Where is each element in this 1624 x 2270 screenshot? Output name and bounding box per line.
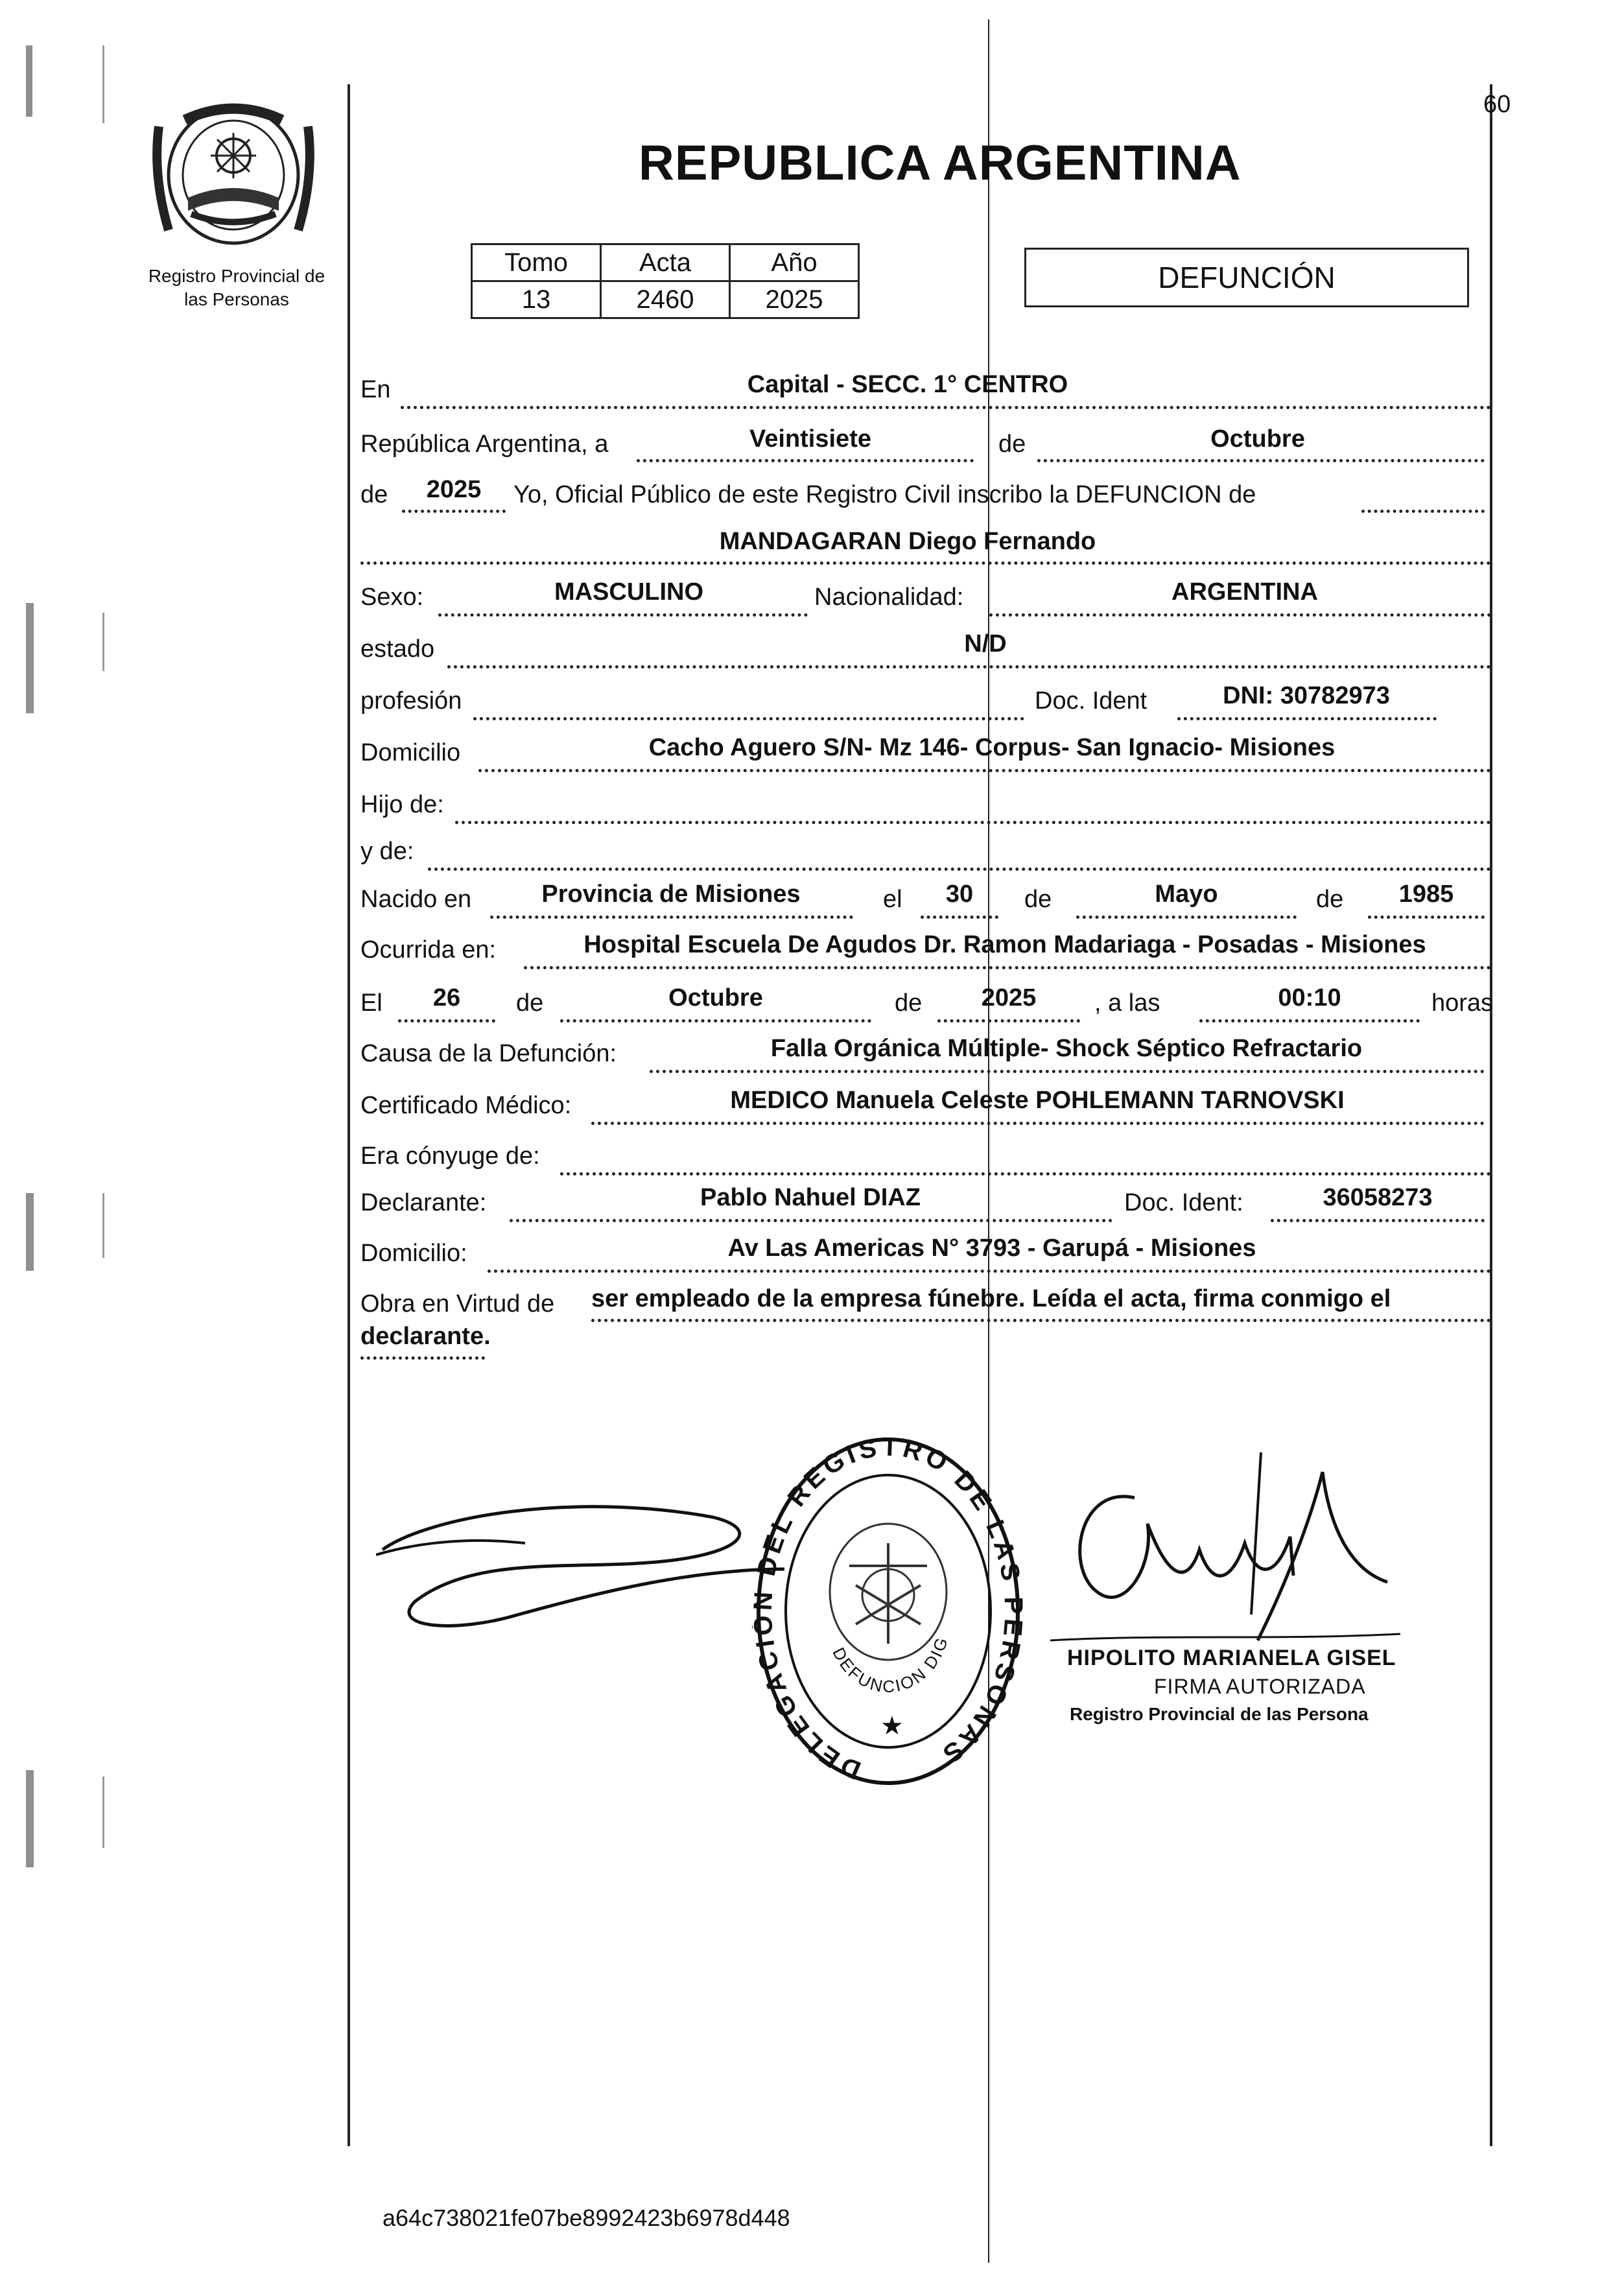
conyuge-label: Era cónyuge de: [360,1142,540,1170]
de6-label: de [895,989,923,1017]
declarante-value: Pablo Nahuel DIAZ [700,1184,921,1211]
day-words-value: Veintisiete [749,425,871,453]
birth-month-value: Mayo [1155,881,1218,908]
scan-mark [102,1777,104,1848]
death-month-value: Octubre [668,984,763,1011]
de-label: de [998,431,1026,458]
doc2-value: 36058273 [1323,1184,1433,1211]
dotted-line [560,1172,1491,1176]
alas-label: , a las [1094,989,1160,1017]
obra-label: Obra en Virtud de [360,1290,555,1318]
fold-line [988,19,989,2263]
certificado-value: MEDICO Manuela Celeste POHLEMANN TARNOVSKI [730,1087,1345,1114]
registry-value-acta: 2460 [601,281,730,318]
dotted-line [650,1070,1485,1073]
declarante-label: Declarante: [360,1189,487,1216]
signer-role: FIRMA AUTORIZADA [1154,1675,1366,1698]
registry-box [471,243,860,319]
page-number: 60 [1483,91,1511,118]
registry-label [126,265,347,311]
signer-organization: Registro Provincial de las Persona [1070,1704,1369,1724]
dotted-line [1177,717,1437,720]
birth-year-value: 1985 [1398,881,1454,908]
stamp-ring-text: DELEGACI DEL REGISTRO DE LAS RSONAS [752,1432,1024,1785]
de4-label: de [1316,886,1344,913]
dotted-line [1361,510,1485,513]
profesion-label: profesión [360,687,462,715]
registry-header-acta: Acta [601,244,730,281]
dotted-line [490,916,853,919]
el-label: el [883,886,902,913]
yde-label: y de: [360,838,414,865]
republica-label: República Argentina, a [360,431,609,458]
dotted-line [447,665,1491,668]
dotted-line [921,916,998,919]
en-label: En [360,376,391,403]
nacionalidad-value: ARGENTINA [1171,578,1318,606]
death-day-value: 26 [432,984,461,1011]
sexo-value: MASCULINO [554,578,704,606]
causa-label: Causa de la Defunción: [360,1040,617,1067]
official-signature [1037,1446,1400,1666]
de3-label: de [1024,886,1052,913]
registry-value-anio: 2025 [730,281,859,318]
stamp-star-icon: ★ [880,1712,904,1740]
domicilio2-label: Domicilio: [360,1240,467,1267]
domicilio-label: Domicilio [360,739,461,766]
dotted-line [937,1019,1080,1023]
signer-name: HIPOLITO MARIANELA GISEL [1067,1646,1396,1670]
deceased-name: MANDAGARAN Diego Fernando [719,528,1096,555]
nacido-value: Provincia de Misiones [541,881,801,908]
year-value: 2025 [426,476,482,503]
dotted-line [438,613,808,617]
doc2-label: Doc. Ident: [1124,1189,1243,1216]
dotted-line [560,1019,871,1023]
doc-value: DNI: 30782973 [1223,682,1390,709]
horas-label: horas [1431,989,1494,1017]
obra-line1: ser empleado de la empresa fúnebre. Leída el acta, firma conmigo el [591,1285,1391,1312]
dotted-line [1076,916,1297,919]
ocurrida-value: Hospital Escuela De Agudos Dr. Ramon Madariaga - Posadas - Misiones [583,931,1426,958]
scan-mark [26,1770,34,1867]
dotted-line [360,562,1491,565]
dotted-line [1199,1019,1420,1023]
el2-label: El [360,989,382,1017]
dotted-line [591,1122,1485,1125]
month-value: Octubre [1210,425,1305,453]
stamp-inner-text: DEFUNCION DIG [829,1633,952,1697]
sexo-label: Sexo: [360,584,424,611]
dotted-line [1368,916,1485,919]
domicilio-value: Cacho Aguero S/N- Mz 146- Corpus- San Ignacio- Misiones [648,734,1336,761]
registry-stamp [752,1430,1024,1793]
dotted-line [637,459,974,462]
dotted-line [524,966,1491,969]
estado-value: N/D [964,630,1007,657]
doc-label: Doc. Ident [1035,687,1147,715]
right-margin-rule [1490,84,1492,2146]
dotted-line [428,868,1491,871]
dotted-line [989,613,1491,617]
dotted-line [1271,1219,1485,1222]
causa-value: Falla Orgánica Múltiple- Shock Séptico Refractario [770,1035,1363,1062]
dotted-line [401,406,1491,409]
scan-mark [102,613,104,671]
dotted-line [473,717,1024,720]
de2-label: de [360,481,388,508]
registry-label-line1: Registro Provincial de [148,266,325,286]
dotted-line [488,1270,1491,1273]
dotted-line [360,1356,485,1360]
dotted-line [510,1219,1112,1222]
de5-label: de [516,989,544,1017]
death-time-value: 00:10 [1278,984,1341,1011]
document-hash: a64c738021fe07be8992423b6978d448 [382,2205,790,2231]
scan-mark [102,1193,104,1258]
nacido-label: Nacido en [360,886,472,913]
estado-label: estado [360,635,435,663]
left-margin-rule [347,84,350,2146]
yo-text: Yo, Oficial Público de este Registro Civil inscribo la DEFUNCION de [513,481,1256,508]
obra-line2: declarante. [360,1323,491,1350]
death-year-value: 2025 [981,984,1037,1011]
domicilio2-value: Av Las Americas N° 3793 - Garupá - Misiones [727,1235,1256,1262]
ocurrida-label: Ocurrida en: [360,936,497,964]
nacionalidad-label: Nacionalidad: [814,584,964,611]
document-title: REPUBLICA ARGENTINA [639,136,1242,191]
registry-label-line2: las Personas [184,289,289,309]
registry-header-anio: Año [730,244,859,281]
hijo-label: Hijo de: [360,791,444,818]
place-value: Capital - SECC. 1° CENTRO [747,371,1068,398]
birth-day-value: 30 [945,881,974,908]
scan-mark [102,45,104,123]
declarant-signature [376,1472,791,1640]
certificado-label: Certificado Médico: [360,1092,572,1119]
dotted-line [398,1019,495,1023]
registry-value-tomo: 13 [472,281,601,318]
scan-mark [26,603,34,713]
dotted-line [478,769,1491,772]
dotted-line [1037,459,1485,462]
act-type-box: DEFUNCIÓN [1024,248,1469,307]
scan-mark [26,45,32,117]
dotted-line [402,510,506,513]
registry-header-tomo: Tomo [472,244,601,281]
province-seal-logo [146,100,321,250]
scan-mark [26,1193,34,1271]
dotted-line [591,1319,1491,1322]
dotted-line [455,821,1491,824]
